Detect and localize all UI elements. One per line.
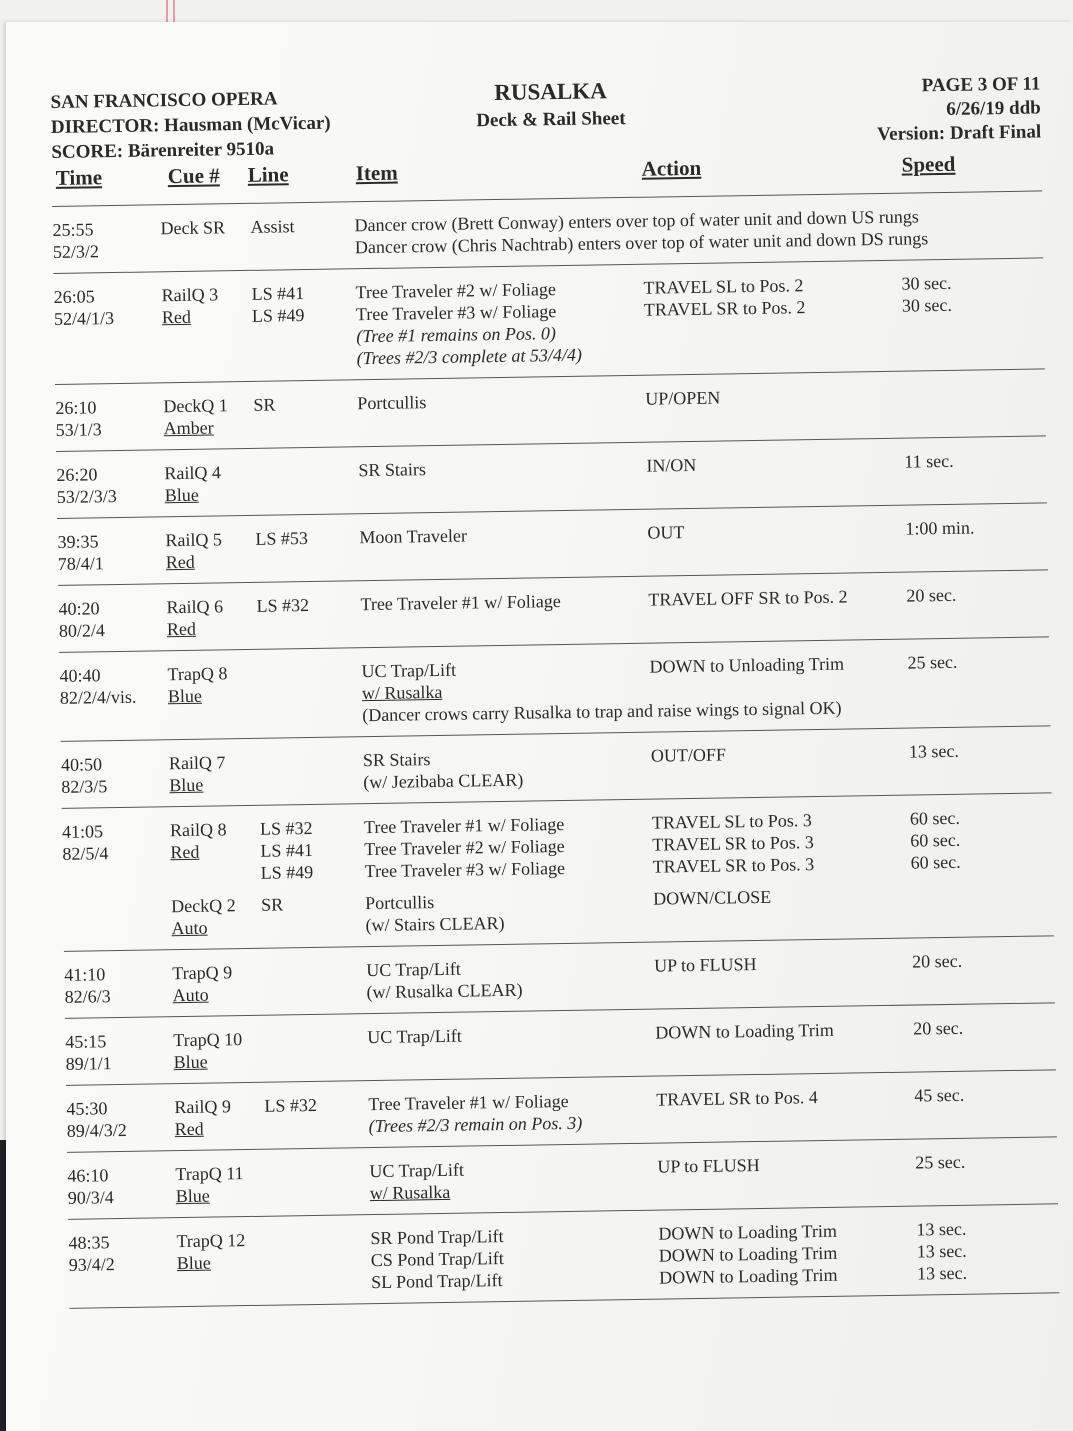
cue-color: Amber: [163, 417, 214, 439]
action-text: TRAVEL SL to Pos. 2: [643, 275, 804, 298]
speed-value: 25 sec.: [907, 651, 958, 673]
time-value: 40:40: [59, 665, 101, 686]
action-text: OUT: [647, 522, 685, 543]
time-value: 53/2/3/3: [56, 486, 117, 507]
action-cell: [652, 808, 911, 878]
cue-cell: [176, 1229, 267, 1296]
time-value: 39:35: [57, 531, 99, 552]
time-value: 90/3/4: [67, 1187, 114, 1208]
sheet-header: [50, 50, 1042, 206]
time-value: 45:30: [66, 1098, 108, 1119]
speed-value: 13 sec.: [916, 1218, 967, 1240]
time-value: 26:10: [55, 397, 97, 418]
time-cell: [63, 895, 172, 941]
time-cell: [52, 217, 161, 263]
cue-color: Auto: [172, 984, 209, 1006]
time-cell: [53, 284, 162, 374]
revision-date: 6/26/19 ddb: [946, 97, 1041, 120]
cue-row: [68, 1204, 1059, 1309]
time-cell: [66, 1096, 175, 1142]
item-text: (w/ Stairs CLEAR): [365, 912, 505, 936]
director-line: DIRECTOR: Hausman (McVicar): [50, 112, 331, 138]
item-text: UC Trap/Lift: [366, 958, 461, 981]
margin-line: [166, 0, 168, 22]
item-text: Tree Traveler #2 w/ Foliage: [355, 279, 557, 303]
column-header-cue: Cue #: [167, 163, 220, 189]
cue-table: [52, 190, 1059, 1308]
header-right: [876, 72, 1041, 147]
item-text: Dancer crow (Chris Nachtrab) enters over top of water unit and down DS rungs: [354, 228, 929, 258]
action-text: OUT/OFF: [650, 744, 727, 766]
item-cell: [364, 812, 653, 883]
paper-sheet: [6, 22, 1073, 1431]
column-header-action: Action: [641, 155, 702, 181]
speed-value: 13 sec.: [916, 1262, 968, 1284]
item-cell: [360, 589, 649, 638]
action-cell: [656, 1085, 915, 1133]
cue-cell: [171, 894, 262, 939]
time-value: 46:10: [67, 1165, 109, 1186]
speed-value: 11 sec.: [904, 450, 954, 472]
item-text: Portcullis: [357, 392, 427, 414]
cue-number: TrapQ 10: [173, 1029, 243, 1051]
line-cell: [259, 749, 364, 795]
speed-cell: [913, 1015, 1056, 1061]
cue-number: DeckQ 2: [171, 895, 236, 917]
item-note: (Trees #2/3 remain on Pos. 3): [368, 1112, 583, 1137]
speed-cell: [905, 515, 1048, 561]
column-header-item: Item: [355, 160, 398, 186]
cue-number: RailQ 4: [164, 462, 222, 484]
page-number: PAGE 3 OF 11: [921, 73, 1041, 97]
action-text: DOWN/CLOSE: [652, 886, 772, 909]
item-text: (w/ Rusalka CLEAR): [366, 979, 523, 1003]
speed-value: 13 sec.: [916, 1240, 967, 1262]
cue-cell: [161, 283, 252, 372]
line-cell: [251, 281, 356, 371]
item-text: Tree Traveler #3 w/ Foliage: [355, 301, 557, 325]
item-cell: [367, 1022, 656, 1071]
speed-value: 30 sec.: [901, 272, 952, 294]
cue-cell: [170, 818, 261, 885]
time-cell: [68, 1230, 177, 1298]
speed-value: 25 sec.: [915, 1151, 966, 1173]
cue-number: RailQ 3: [161, 284, 219, 306]
line-value: SR: [261, 894, 284, 915]
item-cell: [365, 888, 654, 937]
line-value: LS #53: [255, 528, 309, 549]
line-value: LS #41: [251, 283, 305, 304]
item-text: UC Trap/Lift: [369, 1159, 465, 1182]
time-value: 89/1/1: [65, 1053, 112, 1074]
time-cell: [55, 395, 164, 441]
item-text: Tree Traveler #3 w/ Foliage: [364, 858, 566, 882]
action-cell: [653, 884, 912, 932]
cue-number: TrapQ 11: [175, 1163, 244, 1185]
item-text: Tree Traveler #1 w/ Foliage: [363, 814, 565, 838]
action-text: UP to FLUSH: [657, 1154, 760, 1177]
cue-number: TrapQ 9: [172, 962, 233, 984]
action-text: UP/OPEN: [645, 387, 721, 409]
line-cell: [255, 526, 360, 572]
time-value: 80/2/4: [58, 620, 106, 641]
item-text: w/ Rusalka: [361, 681, 443, 704]
action-text: DOWN to Loading Trim: [658, 1264, 838, 1288]
line-cell: [264, 1093, 369, 1139]
speed-cell: [916, 1216, 1059, 1284]
time-value: 45:15: [65, 1031, 107, 1052]
time-value: 25:55: [52, 219, 94, 240]
item-text: SR Stairs: [362, 749, 431, 771]
cue-cell: [166, 595, 257, 640]
action-text: DOWN to Unloading Trim: [649, 653, 845, 677]
time-value: 52/4/1/3: [53, 308, 115, 329]
cue-cell: [175, 1162, 266, 1207]
item-text: SL Pond Trap/Lift: [370, 1270, 503, 1293]
cue-cell: [164, 461, 255, 506]
time-cell: [67, 1163, 176, 1209]
speed-cell: [904, 448, 1047, 494]
speed-value: 20 sec.: [912, 950, 963, 972]
time-cell: [64, 962, 173, 1008]
column-header-speed: Speed: [901, 151, 956, 177]
company-name: SAN FRANCISCO OPERA: [50, 88, 278, 113]
cue-row: [62, 793, 1053, 887]
item-note: (Trees #2/3 complete at 53/4/4): [356, 344, 583, 369]
cue-color: Blue: [173, 1051, 208, 1073]
cue-number: RailQ 6: [166, 596, 224, 618]
column-header-time: Time: [55, 165, 103, 190]
item-cell: [363, 745, 652, 794]
action-cell: [654, 951, 913, 999]
header-center: [430, 76, 671, 136]
line-value: SR: [253, 394, 276, 415]
action-cell: [651, 741, 910, 789]
line-cell: [260, 816, 365, 884]
item-note: (Tree #1 remains on Pos. 0): [356, 323, 557, 347]
speed-value: 1:00 min.: [905, 517, 975, 539]
item-cell: [359, 522, 648, 571]
action-text: DOWN to Loading Trim: [658, 1220, 838, 1244]
action-text: TRAVEL SR to Pos. 3: [652, 854, 815, 877]
cue-color: Blue: [164, 484, 199, 506]
note-text: (Dancer crows carry Rusalka to trap and raise wings to signal OK): [362, 697, 842, 726]
cue-row: [53, 258, 1045, 385]
line-cell: [253, 392, 358, 438]
page-subtitle: Deck & Rail Sheet: [476, 107, 626, 132]
action-text: TRAVEL SL to Pos. 3: [651, 810, 812, 833]
page-title: RUSALKA: [494, 78, 607, 106]
action-cell: [646, 451, 905, 499]
cue-row: [59, 637, 1050, 742]
item-cell: [368, 1089, 657, 1138]
action-text: TRAVEL SR to Pos. 4: [656, 1087, 818, 1110]
line-value: LS #49: [260, 861, 314, 883]
speed-cell: [907, 649, 1050, 695]
speed-value: 30 sec.: [901, 294, 953, 316]
cue-number: RailQ 9: [174, 1096, 232, 1118]
action-text: DOWN to Loading Trim: [658, 1242, 838, 1266]
line-value: LS #32: [259, 817, 313, 839]
action-cell: [655, 1018, 914, 1066]
speed-value: 60 sec.: [910, 851, 961, 873]
item-text: Tree Traveler #2 w/ Foliage: [364, 836, 565, 860]
line-cell: [261, 892, 366, 938]
time-value: 26:05: [53, 286, 95, 307]
line-value: LS #49: [251, 305, 305, 326]
speed-cell: [906, 582, 1049, 628]
time-cell: [56, 462, 165, 508]
cue-cell: [172, 961, 263, 1006]
item-text: Tree Traveler #1 w/ Foliage: [360, 591, 561, 615]
item-text: Moon Traveler: [359, 525, 468, 548]
cue-color: Red: [161, 306, 192, 328]
line-value: LS #41: [260, 839, 314, 861]
item-cell: [358, 455, 647, 504]
action-cell: [658, 1219, 917, 1289]
cue-number: Deck SR: [160, 217, 226, 239]
item-cell: [370, 1223, 659, 1294]
item-cell: [369, 1156, 658, 1205]
cue-color: Red: [166, 618, 197, 640]
speed-value: 20 sec.: [913, 1017, 964, 1039]
item-text: Tree Traveler #1 w/ Foliage: [368, 1090, 569, 1115]
item-text: SR Pond Trap/Lift: [370, 1226, 504, 1249]
cue-cell: [173, 1028, 264, 1073]
action-text: IN/ON: [646, 454, 697, 476]
score-line: SCORE: Bärenreiter 9510a: [51, 138, 275, 163]
action-cell: [645, 384, 904, 432]
time-cell: [61, 752, 170, 798]
cue-cell: [167, 662, 258, 707]
item-cell: [357, 388, 646, 437]
cue-color: Blue: [176, 1252, 211, 1274]
action-cell: [657, 1152, 916, 1200]
cue-color: Red: [165, 551, 195, 573]
line-value: Assist: [250, 216, 295, 237]
cue-color: Blue: [175, 1185, 210, 1207]
speed-value: 60 sec.: [909, 807, 961, 829]
item-text: CS Pond Trap/Lift: [370, 1248, 504, 1271]
item-cell: [361, 656, 650, 705]
deck-rail-sheet: [50, 50, 1059, 1308]
cue-cell: [165, 528, 256, 573]
speed-cell: [903, 381, 1046, 427]
item-text: UC Trap/Lift: [361, 659, 457, 682]
time-value: 41:10: [64, 964, 106, 985]
action-text: DOWN to Loading Trim: [655, 1019, 834, 1043]
line-cell: [262, 959, 367, 1005]
action-text: UP to FLUSH: [654, 954, 757, 976]
cue-color: Red: [170, 841, 200, 863]
time-cell: [65, 1029, 174, 1075]
speed-cell: [910, 805, 1053, 873]
line-cell: [266, 1227, 371, 1295]
action-text: TRAVEL SR to Pos. 3: [652, 832, 814, 855]
item-cell: [366, 955, 655, 1004]
time-value: 53/1/3: [55, 419, 102, 440]
cue-cell: [160, 216, 251, 261]
item-text: Dancer crow (Brett Conway) enters over top of water unit and down US rungs: [354, 206, 919, 236]
speed-cell: [911, 881, 1054, 927]
time-value: 40:20: [58, 598, 100, 619]
item-text: Portcullis: [365, 892, 435, 914]
action-cell: [648, 585, 907, 633]
time-value: 41:05: [61, 821, 104, 842]
cue-color: Blue: [169, 774, 204, 796]
speed-value: 13 sec.: [908, 740, 960, 762]
time-value: 48:35: [68, 1232, 110, 1253]
action-cell: [643, 273, 902, 365]
line-cell: [257, 660, 362, 706]
item-cell: [355, 277, 644, 370]
cue-number: RailQ 8: [169, 819, 227, 841]
cue-number: RailQ 7: [168, 752, 226, 774]
time-value: 78/4/1: [57, 553, 104, 574]
speed-cell: [909, 738, 1052, 784]
line-cell: [263, 1026, 368, 1072]
column-header-line: Line: [247, 162, 289, 187]
line-value: LS #32: [264, 1094, 318, 1116]
time-value: 40:50: [60, 754, 103, 775]
speed-value: 60 sec.: [910, 829, 961, 851]
time-value: 26:20: [56, 464, 98, 485]
line-cell: [250, 214, 355, 260]
line-cell: [254, 459, 359, 505]
cue-cell: [163, 394, 254, 439]
time-value: 89/4/3/2: [66, 1119, 127, 1141]
cue-color: Red: [174, 1118, 204, 1140]
action-text: TRAVEL SR to Pos. 2: [643, 297, 806, 320]
line-cell: [265, 1160, 370, 1206]
cue-number: TrapQ 8: [167, 663, 228, 685]
speed-cell: [912, 948, 1055, 994]
cue-color: Blue: [167, 685, 203, 707]
item-cell: [354, 203, 1043, 258]
speed-value: 20 sec.: [906, 584, 957, 606]
cue-cell: [174, 1095, 265, 1140]
time-cell: [59, 663, 168, 709]
time-cell: [57, 529, 166, 575]
cue-number: RailQ 5: [165, 529, 223, 551]
action-text: TRAVEL OFF SR to Pos. 2: [648, 586, 848, 610]
time-cell: [62, 819, 171, 887]
time-value: 82/2/4/vis.: [59, 686, 137, 708]
cue-number: TrapQ 12: [176, 1230, 246, 1252]
time-cell: [58, 596, 167, 642]
speed-cell: [914, 1082, 1057, 1128]
time-value: 93/4/2: [68, 1254, 116, 1275]
time-value: 82/6/3: [64, 986, 111, 1007]
item-text: SR Stairs: [358, 459, 427, 481]
action-cell: [647, 518, 906, 566]
item-text: w/ Rusalka: [369, 1181, 451, 1204]
speed-cell: [901, 270, 1044, 360]
time-value: 82/5/4: [62, 843, 109, 864]
line-cell: [256, 593, 361, 639]
cue-color: Auto: [171, 917, 208, 939]
action-cell: [649, 652, 908, 700]
margin-line: [173, 0, 175, 22]
item-text: (w/ Jezibaba CLEAR): [363, 769, 524, 793]
time-value: 52/3/2: [52, 241, 100, 262]
time-value: 82/3/5: [61, 776, 108, 797]
item-text: UC Trap/Lift: [367, 1025, 462, 1048]
line-value: LS #32: [256, 594, 310, 616]
speed-value: 45 sec.: [914, 1084, 965, 1106]
header-left: [50, 86, 331, 165]
speed-cell: [915, 1149, 1058, 1195]
cue-cell: [169, 751, 260, 796]
cue-number: DeckQ 1: [163, 395, 228, 417]
version-label: Version: Draft Final: [877, 121, 1042, 146]
